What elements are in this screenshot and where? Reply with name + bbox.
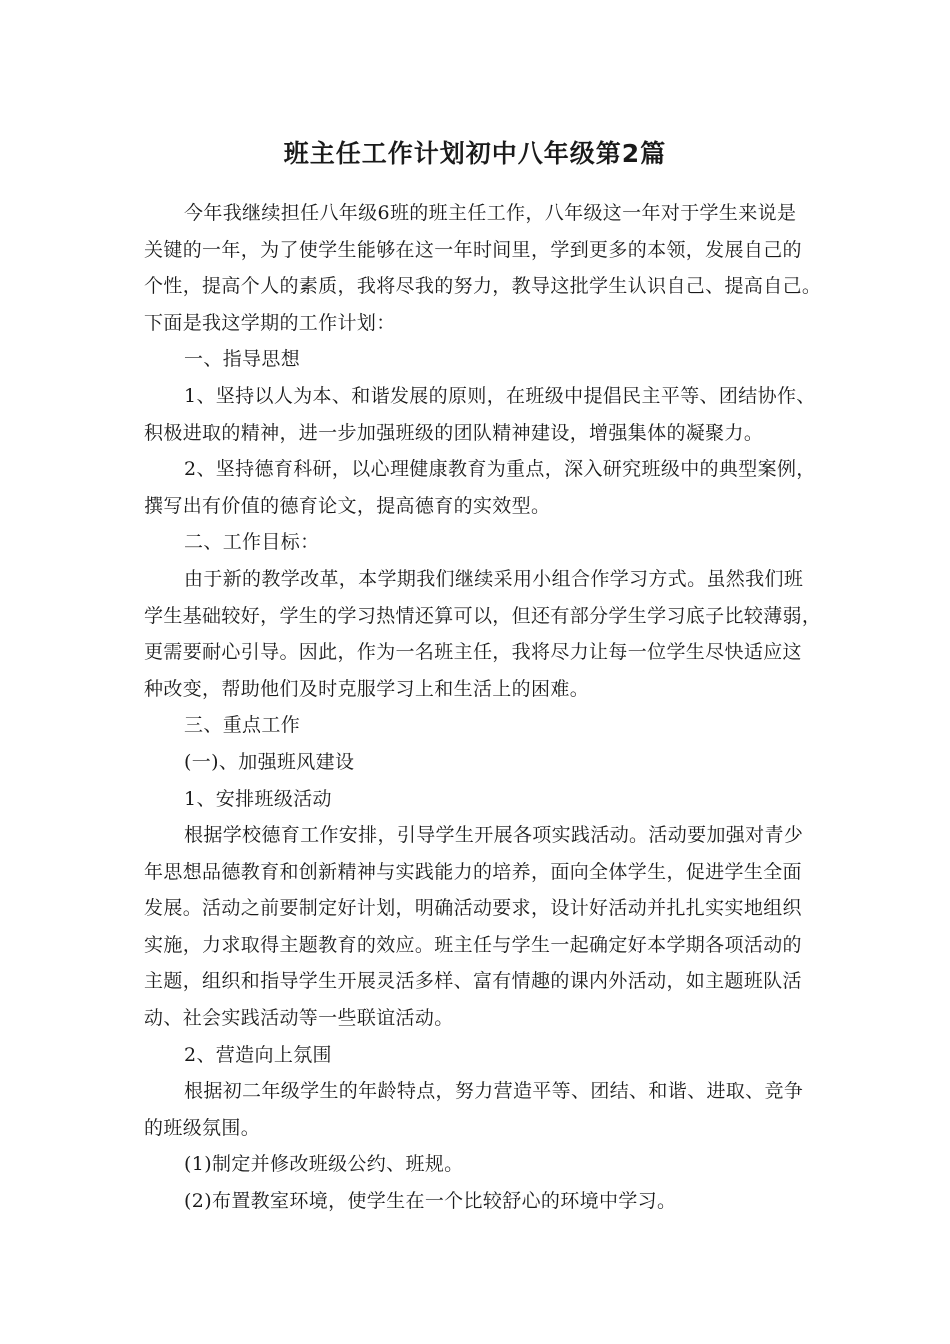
text-line: 年思想品德教育和创新精神与实践能力的培养，面向全体学生，促进学生全面 bbox=[144, 860, 802, 883]
text-line: 动、社会实践活动等一些联谊活动。 bbox=[144, 1007, 454, 1030]
text-line: (一)、加强班风建设 bbox=[184, 750, 355, 773]
text-line: 1、坚持以人为本、和谐发展的原则，在班级中提倡民主平等、团结协作、 bbox=[184, 384, 816, 407]
text-line: 1、安排班级活动 bbox=[184, 787, 332, 810]
document-body bbox=[144, 195, 822, 1220]
text-line: 撰写出有价值的德育论文，提高德育的实效型。 bbox=[144, 494, 551, 517]
text-line: 主题，组织和指导学生开展灵活多样、富有情趣的课内外活动，如主题班队活 bbox=[144, 970, 802, 993]
text-line: 下面是我这学期的工作计划： bbox=[144, 311, 396, 334]
text-line: 今年我继续担任八年级6班的班主任工作，八年级这一年对于学生来说是 bbox=[184, 202, 797, 224]
text-line: 积极进取的精神，进一步加强班级的团队精神建设，增强集体的凝聚力。 bbox=[144, 421, 764, 444]
text-line: 2、营造向上氛围 bbox=[184, 1043, 332, 1066]
text-line: 种改变，帮助他们及时克服学习上和生活上的困难。 bbox=[144, 677, 590, 700]
text-line: 根据初二年级学生的年龄特点，努力营造平等、团结、和谐、进取、竞争 bbox=[184, 1080, 804, 1103]
text-line: 的班级氛围。 bbox=[144, 1116, 261, 1139]
text-line: 2、坚持德育科研，以心理健康教育为重点，深入研究班级中的典型案例， bbox=[184, 458, 816, 481]
text-line: 更需要耐心引导。因此，作为一名班主任，我将尽力让每一位学生尽快适应这 bbox=[144, 641, 802, 664]
text-line: 一、指导思想 bbox=[184, 348, 301, 371]
text-line: 二、工作目标： bbox=[184, 531, 320, 554]
text-line: 由于新的教学改革，本学期我们继续采用小组合作学习方式。虽然我们班 bbox=[184, 567, 804, 590]
document-title: 班主任工作计划初中八年级第2篇 bbox=[283, 139, 667, 168]
text-line: 学生基础较好，学生的学习热情还算可以，但还有部分学生学习底子比较薄弱， bbox=[144, 604, 822, 627]
text-line: 关键的一年，为了使学生能够在这一年时间里，学到更多的本领，发展自己的 bbox=[144, 238, 802, 261]
text-line: 三、重点工作 bbox=[184, 714, 301, 737]
text-line: (2)布置教室环境，使学生在一个比较舒心的环境中学习。 bbox=[184, 1190, 677, 1213]
text-line: 个性，提高个人的素质，我将尽我的努力，教导这批学生认识自己、提高自己。 bbox=[144, 275, 822, 298]
text-line: (1)制定并修改班级公约、班规。 bbox=[184, 1153, 464, 1176]
text-line: 根据学校德育工作安排，引导学生开展各项实践活动。活动要加强对青少 bbox=[184, 824, 804, 847]
text-line: 发展。活动之前要制定好计划，明确活动要求，设计好活动并扎扎实实地组织 bbox=[144, 897, 802, 920]
text-line: 实施，力求取得主题教育的效应。班主任与学生一起确定好本学期各项活动的 bbox=[144, 933, 802, 956]
